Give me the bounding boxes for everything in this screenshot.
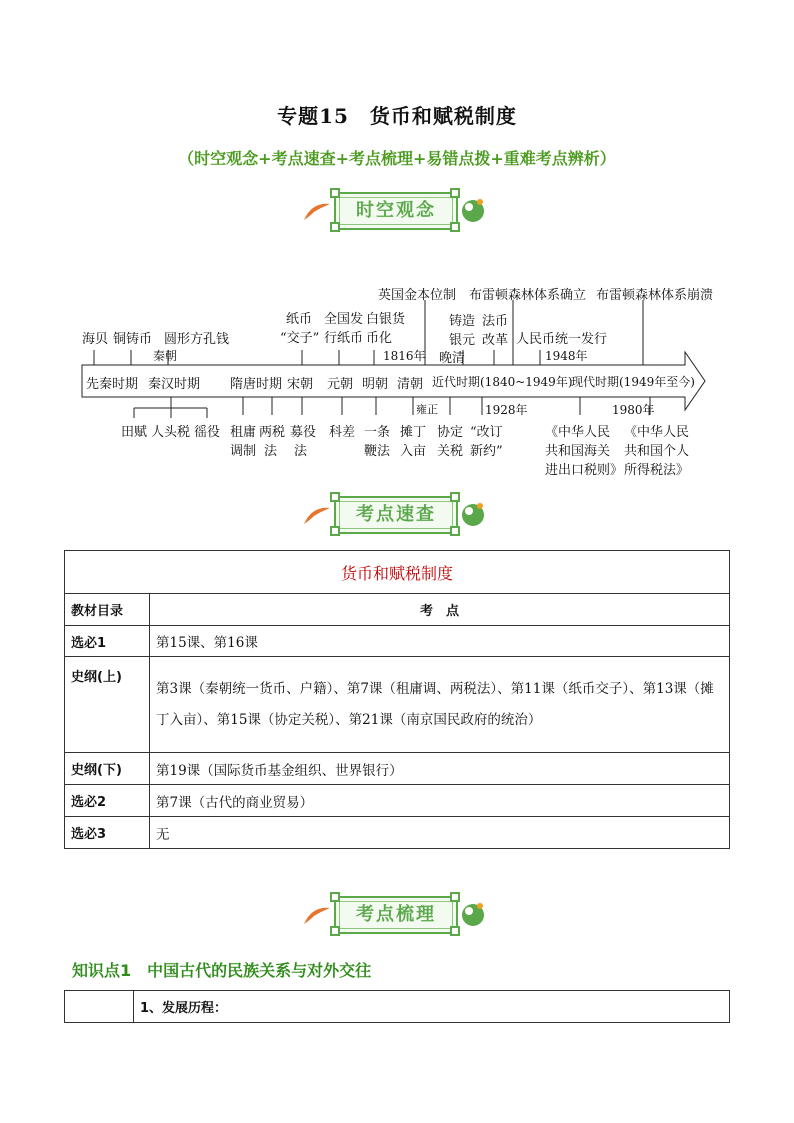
- timeline-event: 法: [264, 444, 278, 459]
- timeline-event: 人民币统一发行: [516, 332, 608, 347]
- timeline-event: 田赋: [121, 425, 148, 440]
- timeline-event: 白银货: [366, 312, 406, 327]
- timeline-event: 《中华人民: [624, 425, 690, 440]
- timeline-event: 雍正: [416, 403, 438, 416]
- timeline-diagram: [0, 0, 794, 490]
- timeline-event: 纸币: [286, 312, 313, 327]
- period-label: 近代时期(1840~1949年): [432, 375, 573, 389]
- banner-label: 考点梳理: [356, 904, 436, 925]
- page-title: 专题15 货币和赋税制度: [277, 104, 517, 128]
- timeline-event: 海贝: [82, 332, 109, 347]
- timeline-event: 协定: [437, 425, 464, 440]
- timeline-event: 两税: [259, 425, 286, 440]
- row-label: 选必2: [65, 785, 150, 817]
- timeline-event: 秦朝: [153, 349, 178, 363]
- row-content: 第3课（秦朝统一货币、户籍）、第7课（租庸调、两税法）、第11课（纸币交子）、第13课（摊丁入亩）、第15课（协定关税）、第21课（南京国民政府的统治）: [150, 657, 730, 753]
- timeline-event: 人头税: [151, 425, 191, 440]
- period-label: 先秦时期: [86, 377, 139, 392]
- timeline-event: 《中华人民: [545, 425, 611, 440]
- row-content: 第15课、第16课: [150, 626, 730, 657]
- timeline-event: 法: [294, 444, 308, 459]
- page-subtitle: （时空观念+考点速查+考点梳理+易错点拨+重难考点辨析）: [178, 149, 616, 168]
- table-row: [65, 785, 730, 817]
- timeline-event: 科差: [329, 425, 356, 440]
- table-header: 货币和赋税制度: [65, 551, 730, 594]
- column-header: 教材目录: [65, 594, 150, 626]
- knowledge-point-table: [64, 990, 730, 1023]
- row-label: 选必1: [65, 626, 150, 657]
- timeline-event: 所得税法》: [624, 463, 690, 478]
- timeline-event: 共和国海关: [545, 444, 611, 459]
- row-label: 选必3: [65, 817, 150, 849]
- period-label: 清朝: [397, 377, 424, 392]
- timeline-event: 1928年: [485, 403, 528, 417]
- timeline-event: 法币: [482, 314, 509, 329]
- table-row: [65, 657, 730, 753]
- timeline-event: 共和国个人: [624, 444, 690, 459]
- timeline-event: “交子”: [280, 331, 320, 346]
- column-header: 考 点: [150, 594, 730, 626]
- timeline-event: 入亩: [400, 444, 427, 459]
- period-label: 元朝: [327, 377, 354, 392]
- timeline-event: 1980年: [612, 403, 655, 417]
- timeline-event: 晚清: [439, 351, 466, 366]
- timeline-event: 1816年: [383, 349, 426, 363]
- timeline-event: 摊丁: [400, 425, 427, 440]
- timeline-event: 布雷顿森林体系崩溃: [596, 288, 714, 303]
- row-content: 无: [150, 817, 730, 849]
- timeline-event: 行纸币: [324, 331, 364, 346]
- period-label: 现代时期(1949年至今): [571, 375, 695, 389]
- timeline-event: 币化: [366, 331, 393, 346]
- section-banner-quick: [300, 494, 490, 538]
- row-label: 史纲(下): [65, 753, 150, 785]
- timeline-event: 调制: [230, 444, 257, 459]
- timeline-event: “改订: [470, 425, 503, 440]
- circle-icon: [460, 502, 486, 528]
- timeline-event: 英国金本位制: [378, 288, 457, 303]
- empty-cell: [65, 991, 134, 1023]
- table-row: [65, 753, 730, 785]
- period-label: 宋朝: [287, 377, 314, 392]
- timeline-event: 关税: [437, 444, 464, 459]
- timeline-event: 募役: [290, 425, 317, 440]
- period-label: 秦汉时期: [148, 377, 201, 392]
- timeline-event: 1948年: [545, 349, 588, 363]
- timeline-event: 圆形方孔钱: [164, 332, 230, 347]
- section-banner-review: [300, 894, 490, 938]
- timeline-arrow: [0, 0, 794, 490]
- timeline-event: 铜铸币: [113, 332, 153, 347]
- timeline-event: 徭役: [194, 425, 221, 440]
- exam-points-table: [64, 550, 730, 849]
- timeline-event: 租庸: [230, 425, 257, 440]
- timeline-event: 铸造: [449, 314, 476, 329]
- table-row: [65, 817, 730, 849]
- timeline-event: 鞭法: [364, 444, 391, 459]
- row-content: 第7课（古代的商业贸易）: [150, 785, 730, 817]
- leaf-icon: [302, 904, 332, 926]
- timeline-event: 新约”: [470, 444, 503, 459]
- leaf-icon: [302, 504, 332, 526]
- period-label: 明朝: [362, 377, 389, 392]
- banner-label: 时空观念: [356, 200, 436, 221]
- timeline-event: 进出口税则》: [545, 463, 624, 478]
- banner-label: 考点速查: [356, 504, 436, 525]
- period-label: 隋唐时期: [230, 377, 283, 392]
- timeline-event: 布雷顿森林体系确立: [469, 288, 587, 303]
- circle-icon: [460, 902, 486, 928]
- table-row: [65, 626, 730, 657]
- timeline-event: 改革: [482, 333, 509, 348]
- item-heading: 1、发展历程：: [134, 991, 730, 1023]
- timeline-event: 一条: [364, 425, 391, 440]
- row-label: 史纲(上): [65, 657, 150, 753]
- row-content: 第19课（国际货币基金组织、世界银行）: [150, 753, 730, 785]
- knowledge-point-title: 知识点1 中国古代的民族关系与对外交往: [72, 961, 372, 980]
- timeline-event: 全国发: [324, 312, 364, 327]
- timeline-event: 银元: [449, 333, 476, 348]
